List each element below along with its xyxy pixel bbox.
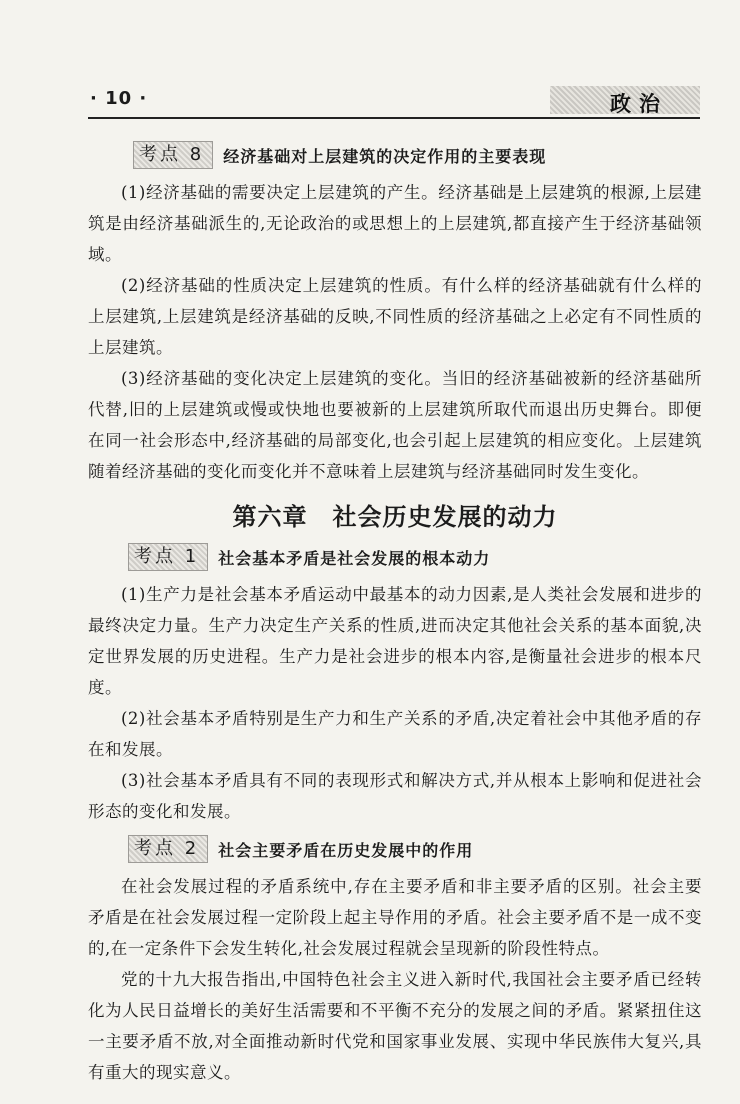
kaodian-title: 经济基础对上层建筑的决定作用的主要表现 — [223, 146, 547, 166]
subject-tab — [550, 86, 700, 114]
kaodian-title: 社会主要矛盾在历史发展中的作用 — [218, 840, 474, 860]
kaodian-label: 考点 2 — [128, 835, 208, 863]
paragraph: (1)生产力是社会基本矛盾运动中最基本的动力因素,是人类社会发展和进步的最终决定力量。生产力决定生产关系的性质,进而决定其他社会关系的基本面貌,决定世界发展的历史进程。生产力是社会进步的根本内容,是衡量社会进步的根本尺度。 — [88, 585, 702, 697]
kaodian-label: 考点 8 — [133, 141, 213, 169]
kaodian-1-heading — [128, 541, 702, 573]
kaodian-8-heading — [133, 139, 702, 171]
page-header — [88, 86, 700, 116]
chapter-title: 第六章 社会历史发展的动力 — [232, 503, 558, 531]
paragraph: (3)经济基础的变化决定上层建筑的变化。当旧的经济基础被新的经济基础所代替,旧的上层建筑或慢或快地也要被新的上层建筑所取代而退出历史舞台。即便在同一社会形态中,经济基础的局部变化,也会引起上层建筑的相应变化。上层建筑随着经济基础的变化而变化并不意味着上层建筑与经济基础同时发生变化。 — [88, 369, 702, 481]
subject-title: 政治 — [610, 92, 668, 116]
kaodian-2-heading — [128, 833, 702, 865]
paragraph: (2)社会基本矛盾特别是生产力和生产关系的矛盾,决定着社会中其他矛盾的存在和发展。 — [88, 709, 702, 759]
kaodian-label: 考点 1 — [128, 543, 208, 571]
page-number: · 10 · — [90, 88, 148, 109]
paragraph: (1)经济基础的需要决定上层建筑的产生。经济基础是上层建筑的根源,上层建筑是由经济基础派生的,无论政治的或思想上的上层建筑,都直接产生于经济基础领域。 — [88, 183, 702, 264]
page-content — [88, 133, 702, 1088]
paragraph: 在社会发展过程的矛盾系统中,存在主要矛盾和非主要矛盾的区别。社会主要矛盾是在社会发展过程一定阶段上起主导作用的矛盾。社会主要矛盾不是一成不变的,在一定条件下会发生转化,社会发展过程就会呈现新的阶段性特点。 — [88, 877, 702, 958]
paragraph: 党的十九大报告指出,中国特色社会主义进入新时代,我国社会主要矛盾已经转化为人民日益增长的美好生活需要和不平衡不充分的发展之间的矛盾。紧紧扭住这一主要矛盾不放,对全面推动新时代党和国家事业发展、实现中华民族伟大复兴,具有重大的现实意义。 — [88, 970, 702, 1082]
paragraph: (2)经济基础的性质决定上层建筑的性质。有什么样的经济基础就有什么样的上层建筑,上层建筑是经济基础的反映,不同性质的经济基础之上必定有不同性质的上层建筑。 — [88, 276, 702, 357]
paragraph: (3)社会基本矛盾具有不同的表现形式和解决方式,并从根本上影响和促进社会形态的变化和发展。 — [88, 771, 702, 821]
header-divider — [88, 117, 700, 119]
kaodian-title: 社会基本矛盾是社会发展的根本动力 — [218, 548, 491, 568]
